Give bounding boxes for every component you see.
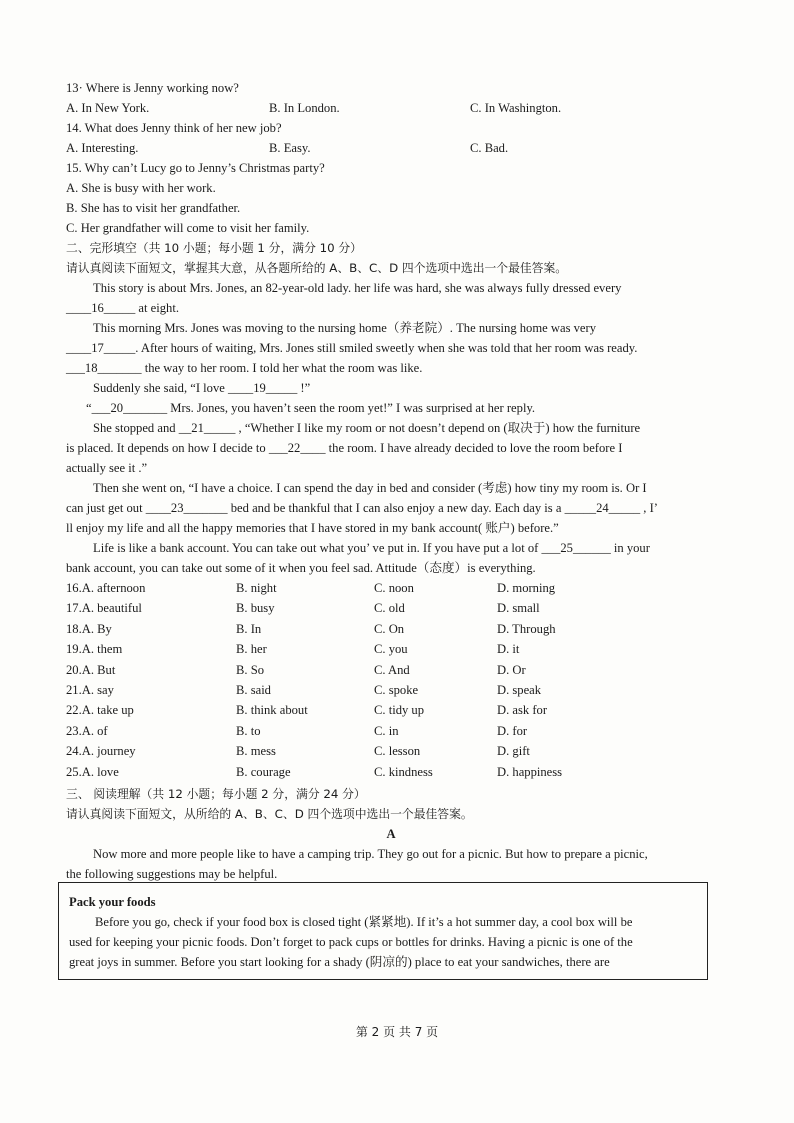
cloze-line: bank account, you can take out some of it when you feel sad. Attitude（态度）is everything. xyxy=(66,561,536,575)
cloze-line: ___18_______ the way to her room. I told her what the room was like. xyxy=(66,361,423,375)
reading-section-label: A xyxy=(386,827,396,841)
cloze-instruction: 请认真阅读下面短文，掌握其大意，从各题所给的 A、B、C、D 四个选项中选出一个最佳答案。 xyxy=(66,261,568,275)
cloze-option: D. for xyxy=(497,723,528,738)
cloze-option: 20.A. But xyxy=(66,662,116,677)
option-a: A. Interesting. xyxy=(66,141,139,155)
cloze-line: Life is like a bank account. You can take out what you’ ve put in. If you have put a lot of ___25______ in your xyxy=(93,541,650,555)
cloze-option: D. small xyxy=(497,601,540,616)
cloze-option: D. it xyxy=(497,642,520,657)
question-15-option-a: A. She is busy with her work. xyxy=(66,181,216,195)
cloze-line: ll enjoy my life and all the happy memories that I have stored in my bank account( 账户) before.” xyxy=(66,521,559,535)
cloze-option: C. And xyxy=(374,662,410,677)
cloze-option: C. On xyxy=(374,621,405,636)
box-title: Pack your foods xyxy=(69,895,156,909)
reading-intro: the following suggestions may be helpful. xyxy=(66,867,278,881)
cloze-option: B. So xyxy=(236,662,264,677)
cloze-option: D. Through xyxy=(497,621,556,636)
cloze-option: C. lesson xyxy=(374,744,421,759)
cloze-option: D. speak xyxy=(497,683,542,697)
cloze-line: She stopped and __21_____ , “Whether I like my room or not doesn’t depend on (取决于) how the furniture xyxy=(93,421,641,435)
cloze-option: B. said xyxy=(236,683,271,697)
cloze-option: B. mess xyxy=(236,744,276,759)
page-footer: 第 2 页 共 7 页 xyxy=(355,1025,439,1039)
cloze-option: 25.A. love xyxy=(66,764,119,779)
cloze-option: 21.A. say xyxy=(66,683,114,697)
cloze-line: ____16_____ at eight. xyxy=(66,301,179,315)
cloze-option: C. in xyxy=(374,723,399,738)
box-line: used for keeping your picnic foods. Don’t forget to pack cups or bottles for drinks. Having a picnic is one of the xyxy=(69,935,633,949)
cloze-option: 17.A. beautiful xyxy=(66,601,142,616)
pack-foods-box xyxy=(58,882,708,980)
cloze-option: D. morning xyxy=(497,581,556,595)
cloze-line: Then she went on, “I have a choice. I can spend the day in bed and consider (考虑) how tiny my room is. Or I xyxy=(93,481,647,495)
question-13-stem: 13· Where is Jenny working now? xyxy=(66,81,239,95)
question-15-stem: 15. Why can’t Lucy go to Jenny’s Christmas party? xyxy=(66,161,325,175)
cloze-option: B. think about xyxy=(236,703,308,718)
cloze-option: 23.A. of xyxy=(66,723,108,738)
cloze-option: D. happiness xyxy=(497,764,563,779)
reading-intro: Now more and more people like to have a camping trip. They go out for a picnic. But how to prepare a picnic, xyxy=(93,847,648,861)
cloze-option: B. busy xyxy=(236,601,275,616)
question-15-option-b: B. She has to visit her grandfather. xyxy=(66,201,241,215)
option-c: C. Bad. xyxy=(470,141,509,155)
cloze-option: B. her xyxy=(236,642,267,657)
cloze-line: is placed. It depends on how I decide to ___22____ the room. I have already decided to love the room before I xyxy=(66,441,623,455)
cloze-option: D. ask for xyxy=(497,703,548,718)
cloze-line: This morning Mrs. Jones was moving to the nursing home（养老院）. The nursing home was very xyxy=(93,321,596,335)
cloze-option: C. kindness xyxy=(374,764,433,779)
question-15-option-c: C. Her grandfather will come to visit her family. xyxy=(66,221,310,235)
cloze-option: B. to xyxy=(236,723,261,738)
cloze-option: C. spoke xyxy=(374,683,419,697)
cloze-line: “___20_______ Mrs. Jones, you haven’t seen the room yet!” I was surprised at her reply. xyxy=(86,401,536,415)
cloze-option: 19.A. them xyxy=(66,642,123,657)
cloze-option: 22.A. take up xyxy=(66,703,134,718)
option-b: B. Easy. xyxy=(269,141,311,155)
box-line: great joys in summer. Before you start looking for a shady (阴凉的) place to eat your sandwiches, there are xyxy=(69,955,610,969)
cloze-option: 16.A. afternoon xyxy=(66,581,146,595)
cloze-line: ____17_____. After hours of waiting, Mrs. Jones still smiled sweetly when she was told that her room was ready. xyxy=(66,341,638,355)
box-line: Before you go, check if your food box is closed tight (紧紧地). If it’s a hot summer day, a cool box will be xyxy=(95,915,633,929)
cloze-option: B. courage xyxy=(236,764,291,779)
cloze-option: B. In xyxy=(236,621,262,636)
cloze-option: C. old xyxy=(374,601,405,616)
cloze-option: C. noon xyxy=(374,581,414,595)
cloze-option: C. tidy up xyxy=(374,703,425,718)
cloze-line: Suddenly she said, “I love ____19_____ !” xyxy=(93,381,311,395)
cloze-option: D. Or xyxy=(497,662,526,677)
cloze-line: This story is about Mrs. Jones, an 82-year-old lady. her life was hard, she was always fully dressed every xyxy=(93,281,622,295)
cloze-heading: 二、完形填空（共 10 小题；每小题 1 分，满分 10 分） xyxy=(66,241,362,255)
option-a: A. In New York. xyxy=(66,101,150,115)
cloze-option: 18.A. By xyxy=(66,621,112,636)
cloze-line: can just get out ____23_______ bed and be thankful that I can also enjoy a new day. Each day is a _____24_____ , I’ xyxy=(66,501,658,515)
cloze-option: B. night xyxy=(236,581,277,595)
option-c: C. In Washington. xyxy=(470,101,562,115)
reading-instruction: 请认真阅读下面短文，从所给的 A、B、C、D 四个选项中选出一个最佳答案。 xyxy=(66,807,473,821)
option-b: B. In London. xyxy=(269,101,340,115)
cloze-option: C. you xyxy=(374,642,408,657)
cloze-line: actually see it .” xyxy=(66,461,148,475)
reading-heading: 三、 阅读理解（共 12 小题；每小题 2 分，满分 24 分） xyxy=(66,787,366,801)
cloze-option: 24.A. journey xyxy=(66,744,136,759)
question-14-stem: 14. What does Jenny think of her new job? xyxy=(66,121,282,135)
cloze-option: D. gift xyxy=(497,744,530,759)
